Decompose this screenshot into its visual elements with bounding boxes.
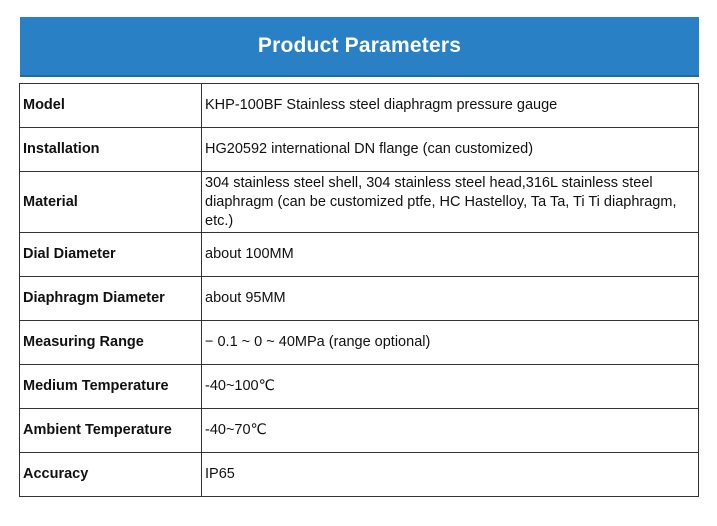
- table-row-dial-diameter: [20, 233, 699, 277]
- table-row-measuring-range: [20, 321, 699, 365]
- param-label: Dial Diameter: [20, 233, 202, 277]
- param-value: about 95MM: [202, 277, 699, 321]
- param-value: KHP-100BF Stainless steel diaphragm pressure gauge: [202, 84, 699, 128]
- param-value: about 100MM: [202, 233, 699, 277]
- param-value: IP65: [202, 453, 699, 497]
- param-label: Ambient Temperature: [20, 409, 202, 453]
- param-label: Installation: [20, 128, 202, 172]
- param-label: Medium Temperature: [20, 365, 202, 409]
- table-row-medium-temperature: [20, 365, 699, 409]
- param-value: -40~100℃: [202, 365, 699, 409]
- table-row-material: [20, 172, 699, 233]
- table-row-accuracy: [20, 453, 699, 497]
- param-label: Material: [20, 172, 202, 233]
- param-label: Diaphragm Diameter: [20, 277, 202, 321]
- param-label: Measuring Range: [20, 321, 202, 365]
- param-label: Accuracy: [20, 453, 202, 497]
- page-title: Product Parameters: [257, 34, 462, 57]
- param-value: -40~70℃: [202, 409, 699, 453]
- table-row-diaphragm-diameter: [20, 277, 699, 321]
- param-value: 304 stainless steel shell, 304 stainless steel head,316L stainless steel diaphragm (can be customized ptfe, HC Hastelloy, Ta Ta, Ti Ti diaphragm, etc.): [202, 172, 699, 233]
- table-row-ambient-temperature: [20, 409, 699, 453]
- param-value: HG20592 international DN flange (can customized): [202, 128, 699, 172]
- title-banner: [20, 17, 699, 77]
- table-row-model: [20, 84, 699, 128]
- table-row-installation: [20, 128, 699, 172]
- param-value: − 0.1 ~ 0 ~ 40MPa (range optional): [202, 321, 699, 365]
- param-label: Model: [20, 84, 202, 128]
- product-parameters-table: [19, 83, 699, 497]
